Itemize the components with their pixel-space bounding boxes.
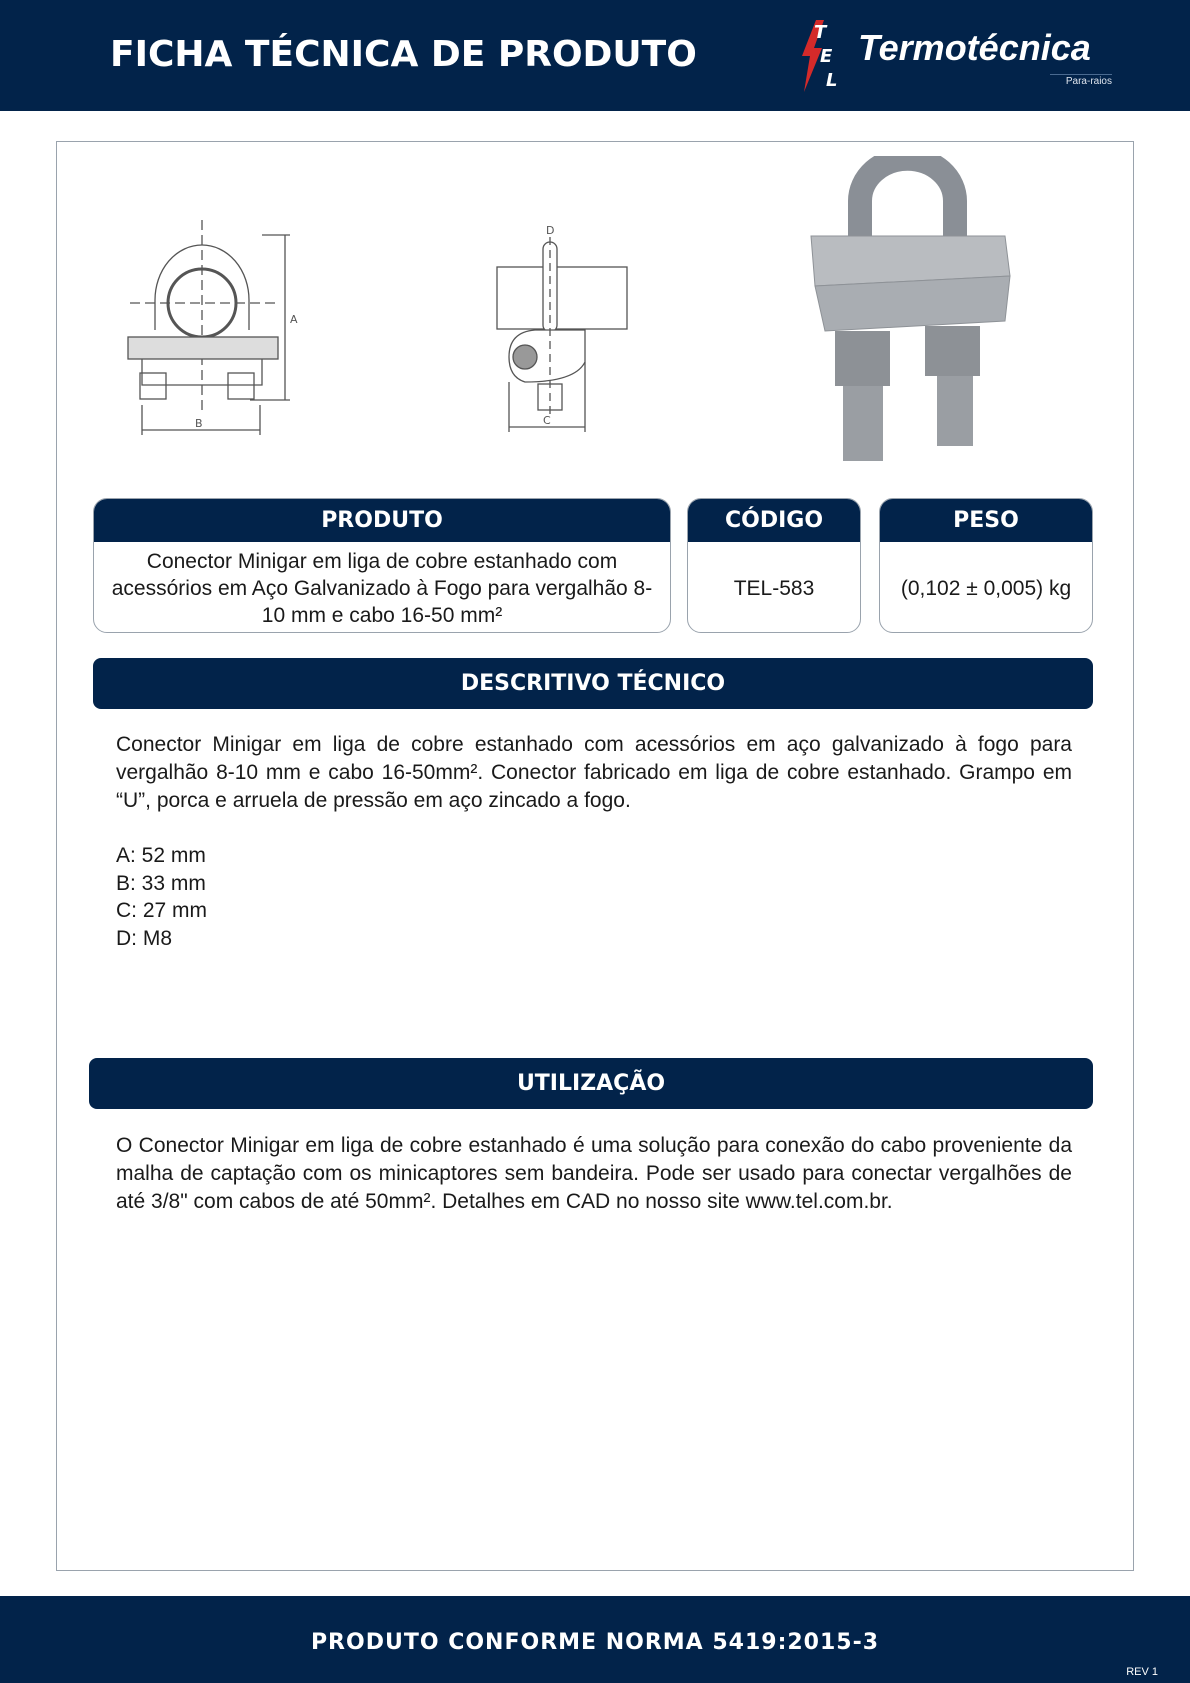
svg-text:T: T	[814, 22, 827, 43]
dim-a: A: 52 mm	[116, 844, 206, 867]
dim-d: D: M8	[116, 926, 173, 950]
codigo-label: CÓDIGO	[688, 499, 860, 542]
dim-label-a: A	[290, 313, 298, 326]
utilizacao-text: O Conector Minigar em liga de cobre estanhado é uma solução para conexão do cabo proveniente da malha de captação com os minicaptores sem bandeira. Pode ser usado para conectar vergalhões de até 3/8" com cabos de até 50mm². Detalhes em CAD no nosso site www.tel.com.br.	[116, 1134, 1072, 1213]
header	[0, 0, 1190, 111]
footer-norma: PRODUTO CONFORME NORMA 5419:2015-3	[310, 1630, 880, 1655]
dim-c: C: 27 mm	[116, 899, 208, 922]
dim-b: B: 33 mm	[116, 871, 206, 895]
svg-text:E: E	[820, 46, 833, 67]
page-title: FICHA TÉCNICA DE PRODUTO	[110, 34, 697, 75]
codigo-value: TEL-583	[733, 576, 815, 600]
dimensions-list	[116, 842, 207, 952]
codigo-box	[687, 498, 861, 633]
utilizacao-heading: UTILIZAÇÃO	[89, 1058, 1093, 1109]
product-photo	[805, 156, 1015, 468]
dim-label-c: C	[543, 414, 551, 427]
peso-box	[879, 498, 1093, 633]
footer	[0, 1596, 1190, 1683]
produto-label: PRODUTO	[94, 499, 670, 542]
brand-logo	[800, 18, 1130, 94]
peso-value: (0,102 ± 0,005) kg	[900, 576, 1072, 600]
dim-label-b: B	[195, 417, 203, 430]
produto-value: Conector Minigar em liga de cobre estanhado com acessórios em Aço Galvanizado à Fogo para vergalhão 8-10 mm e cabo 16-50 mm²	[111, 549, 653, 627]
front-view-drawing	[120, 215, 320, 455]
peso-label: PESO	[880, 499, 1092, 542]
produto-box	[93, 498, 671, 633]
brand-name: Termotécnica	[858, 27, 1091, 68]
brand-subtitle: Para-raios	[1050, 74, 1112, 88]
tel-logo-icon	[800, 18, 856, 94]
revision-label: REV 1	[1126, 1666, 1158, 1678]
svg-text:L: L	[826, 70, 838, 91]
descritivo-text: Conector Minigar em liga de cobre estanhado com acessórios em aço galvanizado à fogo para vergalhão 8-10 mm e cabo 16-50mm². Conector fabricado em liga de cobre estanhado. Grampo em “U”, porca e arruela de pressão em aço zincado a fogo.	[116, 733, 1072, 812]
descritivo-heading: DESCRITIVO TÉCNICO	[93, 658, 1093, 709]
dim-label-d: D	[546, 224, 555, 237]
side-view-drawing	[495, 222, 635, 452]
